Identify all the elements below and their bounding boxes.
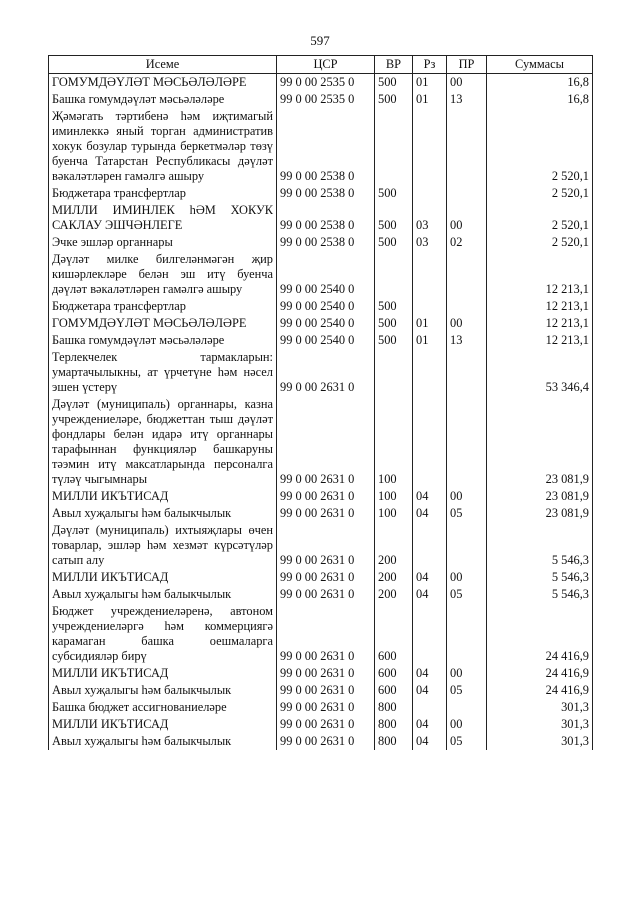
cell-vr: 800 [375, 716, 413, 733]
cell-sum: 23 081,9 [487, 396, 593, 488]
cell-rz: 04 [413, 569, 447, 586]
cell-sum: 2 520,1 [487, 202, 593, 234]
cell-rz [413, 251, 447, 298]
cell-csr: 99 0 00 2631 0 [277, 665, 375, 682]
cell-pr: 00 [447, 202, 487, 234]
cell-vr [375, 108, 413, 185]
cell-sum: 12 213,1 [487, 315, 593, 332]
cell-name: Дәүләт (муниципаль) органнары, казна учреждениеләре, бюджеттан тыш дәүләт фондлары белән идарә итү органнары тарафыннан функцияләр башкаруны тәэмин итү максатларында персоналга түләү чыгымнары [49, 396, 277, 488]
cell-name: Башка гомумдәүләт мәсьәләләре [49, 91, 277, 108]
cell-pr: 05 [447, 733, 487, 750]
table-row [49, 505, 593, 522]
cell-pr [447, 108, 487, 185]
table-row [49, 522, 593, 569]
cell-csr: 99 0 00 2631 0 [277, 716, 375, 733]
cell-csr: 99 0 00 2631 0 [277, 603, 375, 665]
cell-csr: 99 0 00 2631 0 [277, 396, 375, 488]
cell-name: Авыл хуҗалыгы һәм балыкчылык [49, 505, 277, 522]
header-csr: ЦСР [277, 56, 375, 74]
cell-name: МИЛЛИ ИКЪТИСАД [49, 665, 277, 682]
cell-csr: 99 0 00 2540 0 [277, 298, 375, 315]
cell-pr: 13 [447, 332, 487, 349]
cell-rz [413, 396, 447, 488]
cell-name: Бюджетара трансфертлар [49, 185, 277, 202]
cell-vr: 200 [375, 586, 413, 603]
header-name: Исеме [49, 56, 277, 74]
cell-rz: 04 [413, 665, 447, 682]
cell-rz: 01 [413, 74, 447, 92]
cell-name: Җәмәгать тәртибенә һәм иҗтимагый иминлеккә яный торган административ хокук бозулар турында беркетмәләр төзү буенча Татарстан Республикасы дәүләт вәкаләтләрен гамәлгә ашыру [49, 108, 277, 185]
table-row [49, 91, 593, 108]
cell-rz: 01 [413, 91, 447, 108]
cell-name: ГОМУМДӘҮЛӘТ МӘСЬӘЛӘЛӘРЕ [49, 315, 277, 332]
cell-sum: 16,8 [487, 74, 593, 92]
cell-vr [375, 349, 413, 396]
cell-name: Бюджет учреждениеләренә, автоном учреждениеләргә һәм коммерциягә карамаган башка оешмаларга субсидияләр бирү [49, 603, 277, 665]
cell-name: МИЛЛИ ИМИНЛЕК һӘМ ХОКУК САКЛАУ ЭШЧӘНЛЕГЕ [49, 202, 277, 234]
table-row [49, 569, 593, 586]
cell-pr: 13 [447, 91, 487, 108]
table-row [49, 586, 593, 603]
cell-name: Бюджетара трансфертлар [49, 298, 277, 315]
cell-sum: 2 520,1 [487, 108, 593, 185]
table-row [49, 716, 593, 733]
cell-csr: 99 0 00 2538 0 [277, 108, 375, 185]
cell-rz [413, 185, 447, 202]
cell-name: МИЛЛИ ИКЪТИСАД [49, 569, 277, 586]
cell-rz [413, 108, 447, 185]
budget-table [48, 55, 593, 750]
cell-sum: 2 520,1 [487, 234, 593, 251]
cell-csr: 99 0 00 2631 0 [277, 569, 375, 586]
cell-sum: 301,3 [487, 699, 593, 716]
table-row [49, 298, 593, 315]
cell-name: Авыл хуҗалыгы һәм балыкчылык [49, 586, 277, 603]
cell-sum: 2 520,1 [487, 185, 593, 202]
cell-csr: 99 0 00 2535 0 [277, 91, 375, 108]
cell-vr: 100 [375, 396, 413, 488]
cell-pr [447, 699, 487, 716]
cell-vr: 100 [375, 505, 413, 522]
cell-name: Терлекчелек тармакларын: умартачылыкны, ат үрчетүне һәм нәсел эшен үстерү [49, 349, 277, 396]
cell-sum: 12 213,1 [487, 332, 593, 349]
cell-rz: 01 [413, 315, 447, 332]
cell-pr: 05 [447, 586, 487, 603]
cell-csr: 99 0 00 2631 0 [277, 349, 375, 396]
cell-vr: 600 [375, 665, 413, 682]
cell-csr: 99 0 00 2538 0 [277, 202, 375, 234]
cell-csr: 99 0 00 2538 0 [277, 234, 375, 251]
cell-name: Дәүләт милке билгеләнмәгән җир кишәрлекләре белән эш итү буенча дәүләт вәкаләтләрен гамәлгә ашыру [49, 251, 277, 298]
table-row [49, 396, 593, 488]
cell-vr: 200 [375, 522, 413, 569]
cell-rz: 04 [413, 716, 447, 733]
cell-vr: 600 [375, 682, 413, 699]
cell-vr: 500 [375, 315, 413, 332]
cell-rz: 04 [413, 586, 447, 603]
cell-sum: 301,3 [487, 716, 593, 733]
cell-csr: 99 0 00 2540 0 [277, 251, 375, 298]
cell-sum: 301,3 [487, 733, 593, 750]
table-row [49, 682, 593, 699]
cell-pr [447, 603, 487, 665]
cell-pr: 00 [447, 716, 487, 733]
cell-rz [413, 298, 447, 315]
cell-vr: 500 [375, 185, 413, 202]
cell-pr [447, 522, 487, 569]
cell-vr: 500 [375, 332, 413, 349]
cell-pr [447, 298, 487, 315]
cell-sum: 12 213,1 [487, 251, 593, 298]
table-row [49, 488, 593, 505]
cell-pr: 02 [447, 234, 487, 251]
cell-rz [413, 603, 447, 665]
cell-sum: 53 346,4 [487, 349, 593, 396]
cell-name: Башка бюджет ассигнованиеләре [49, 699, 277, 716]
cell-vr: 500 [375, 74, 413, 92]
cell-rz: 04 [413, 505, 447, 522]
cell-pr [447, 396, 487, 488]
table-row [49, 332, 593, 349]
cell-name: ГОМУМДӘҮЛӘТ МӘСЬӘЛӘЛӘРЕ [49, 74, 277, 92]
cell-pr: 00 [447, 488, 487, 505]
cell-vr: 600 [375, 603, 413, 665]
cell-vr: 500 [375, 234, 413, 251]
cell-sum: 23 081,9 [487, 488, 593, 505]
cell-sum: 24 416,9 [487, 682, 593, 699]
cell-csr: 99 0 00 2631 0 [277, 488, 375, 505]
header-pr: ПР [447, 56, 487, 74]
cell-vr: 100 [375, 488, 413, 505]
cell-rz [413, 522, 447, 569]
table-row [49, 108, 593, 185]
cell-rz [413, 699, 447, 716]
cell-sum: 23 081,9 [487, 505, 593, 522]
table-header-row [49, 56, 593, 74]
table-row [49, 251, 593, 298]
cell-pr: 00 [447, 315, 487, 332]
cell-pr [447, 349, 487, 396]
cell-csr: 99 0 00 2540 0 [277, 332, 375, 349]
cell-rz: 03 [413, 234, 447, 251]
cell-sum: 16,8 [487, 91, 593, 108]
page-number: 597 [310, 33, 330, 48]
cell-vr: 200 [375, 569, 413, 586]
cell-pr [447, 251, 487, 298]
header-vr: ВР [375, 56, 413, 74]
cell-vr [375, 251, 413, 298]
table-row [49, 202, 593, 234]
cell-pr [447, 185, 487, 202]
cell-name: Авыл хуҗалыгы һәм балыкчылык [49, 733, 277, 750]
cell-csr: 99 0 00 2535 0 [277, 74, 375, 92]
cell-csr: 99 0 00 2540 0 [277, 315, 375, 332]
cell-rz [413, 349, 447, 396]
cell-vr: 500 [375, 91, 413, 108]
cell-vr: 500 [375, 202, 413, 234]
cell-pr: 05 [447, 682, 487, 699]
cell-pr: 00 [447, 74, 487, 92]
cell-sum: 24 416,9 [487, 603, 593, 665]
cell-sum: 24 416,9 [487, 665, 593, 682]
cell-pr: 00 [447, 569, 487, 586]
cell-sum: 5 546,3 [487, 522, 593, 569]
cell-sum: 5 546,3 [487, 569, 593, 586]
cell-sum: 12 213,1 [487, 298, 593, 315]
cell-vr: 800 [375, 699, 413, 716]
cell-name: МИЛЛИ ИКЪТИСАД [49, 716, 277, 733]
cell-csr: 99 0 00 2631 0 [277, 505, 375, 522]
table-body [49, 74, 593, 751]
header-sum: Суммасы [487, 56, 593, 74]
table-row [49, 733, 593, 750]
cell-csr: 99 0 00 2631 0 [277, 699, 375, 716]
cell-rz: 01 [413, 332, 447, 349]
table-row [49, 699, 593, 716]
cell-pr: 05 [447, 505, 487, 522]
cell-csr: 99 0 00 2631 0 [277, 522, 375, 569]
table-row [49, 349, 593, 396]
cell-csr: 99 0 00 2631 0 [277, 586, 375, 603]
cell-csr: 99 0 00 2631 0 [277, 733, 375, 750]
cell-rz: 04 [413, 682, 447, 699]
cell-name: Авыл хуҗалыгы һәм балыкчылык [49, 682, 277, 699]
cell-rz: 03 [413, 202, 447, 234]
cell-csr: 99 0 00 2538 0 [277, 185, 375, 202]
cell-name: МИЛЛИ ИКЪТИСАД [49, 488, 277, 505]
cell-vr: 500 [375, 298, 413, 315]
cell-name: Дәүләт (муниципаль) ихтыяҗлары өчен товарлар, эшләр һәм хезмәт күрсәтүләр сатып алу [49, 522, 277, 569]
cell-rz: 04 [413, 733, 447, 750]
cell-name: Эчке эшләр органнары [49, 234, 277, 251]
cell-csr: 99 0 00 2631 0 [277, 682, 375, 699]
table-row [49, 234, 593, 251]
cell-rz: 04 [413, 488, 447, 505]
table-row [49, 665, 593, 682]
table-row [49, 185, 593, 202]
table-row [49, 315, 593, 332]
cell-sum: 5 546,3 [487, 586, 593, 603]
cell-vr: 800 [375, 733, 413, 750]
table-row [49, 74, 593, 92]
header-rz: Рз [413, 56, 447, 74]
cell-name: Башка гомумдәүләт мәсьәләләре [49, 332, 277, 349]
table-row [49, 603, 593, 665]
cell-pr: 00 [447, 665, 487, 682]
